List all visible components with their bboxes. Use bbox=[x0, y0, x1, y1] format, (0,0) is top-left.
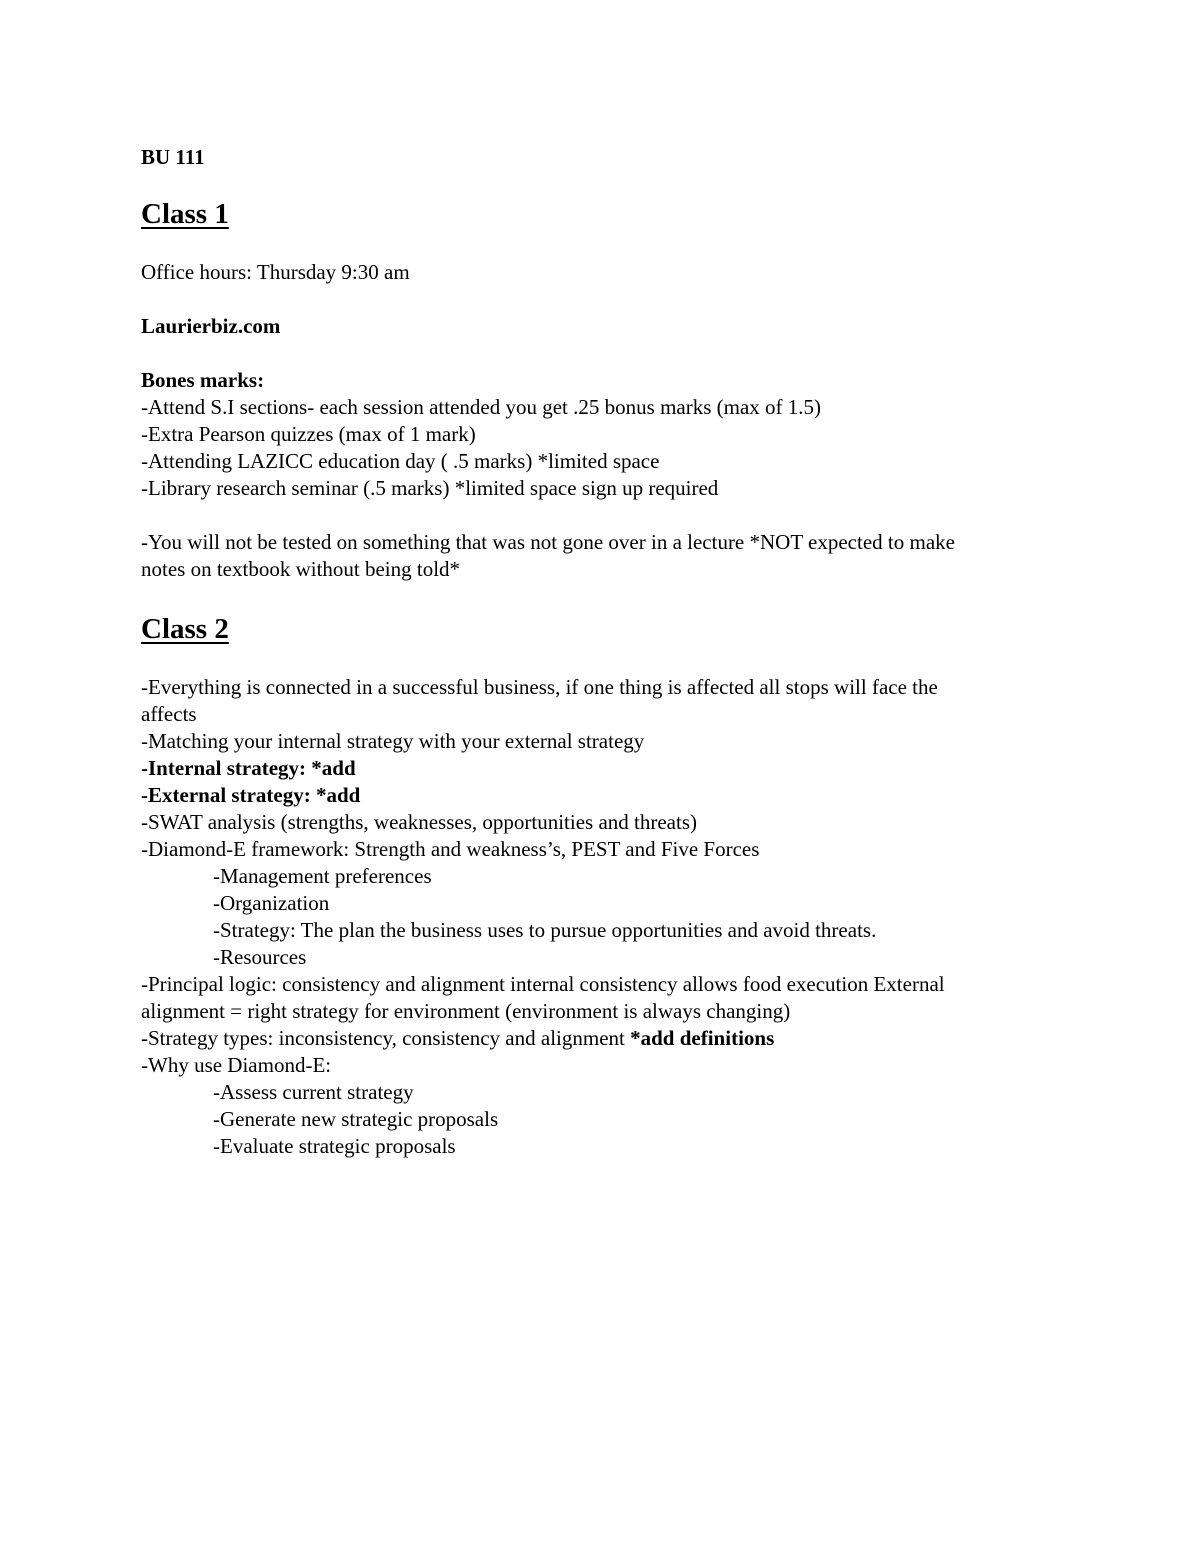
strategy-types-line bbox=[141, 1025, 774, 1052]
test-note-line2: notes on textbook without being told* bbox=[141, 557, 461, 581]
diamond-subitem: -Strategy: The plan the business uses to pursue opportunities and avoid threats. bbox=[213, 918, 877, 942]
external-strategy-line: -External strategy: *add bbox=[141, 783, 361, 807]
test-note-line1: -You will not be tested on something that was not gone over in a lecture *NOT expected to make bbox=[141, 530, 955, 554]
why-subitem: -Evaluate strategic proposals bbox=[213, 1134, 456, 1158]
class2-heading: Class 2 bbox=[141, 613, 229, 645]
diamond-line: -Diamond-E framework: Strength and weakness’s, PEST and Five Forces bbox=[141, 837, 760, 861]
office-hours: Office hours: Thursday 9:30 am bbox=[141, 260, 410, 284]
diamond-subitem: -Organization bbox=[213, 891, 330, 915]
bonus-item: -Attend S.I sections- each session attended you get .25 bonus marks (max of 1.5) bbox=[141, 395, 822, 419]
why-diamond-line: -Why use Diamond-E: bbox=[141, 1053, 332, 1077]
everything-line2: affects bbox=[141, 702, 197, 726]
swat-line: -SWAT analysis (strengths, weaknesses, opportunities and threats) bbox=[141, 810, 698, 834]
bonus-item: -Attending LAZICC education day ( .5 marks) *limited space bbox=[141, 449, 660, 473]
principal-line2: alignment = right strategy for environment (environment is always changing) bbox=[141, 999, 791, 1023]
bonus-heading: Bones marks: bbox=[141, 368, 265, 392]
website-text: Laurierbiz.com bbox=[141, 314, 281, 338]
diamond-subitem: -Resources bbox=[213, 945, 307, 969]
principal-line1: -Principal logic: consistency and alignment internal consistency allows food execution External bbox=[141, 972, 945, 996]
bonus-item: -Extra Pearson quizzes (max of 1 mark) bbox=[141, 422, 476, 446]
add-definitions-note: *add definitions bbox=[630, 1026, 775, 1050]
why-subitem: -Generate new strategic proposals bbox=[213, 1107, 499, 1131]
internal-strategy-line: -Internal strategy: *add bbox=[141, 756, 356, 780]
everything-line1: -Everything is connected in a successful business, if one thing is affected all stops will face the bbox=[141, 675, 938, 699]
strategy-types-text: -Strategy types: inconsistency, consistency and alignment bbox=[141, 1026, 631, 1050]
course-code: BU 111 bbox=[141, 145, 205, 169]
diamond-subitem: -Management preferences bbox=[213, 864, 432, 888]
matching-line: -Matching your internal strategy with your external strategy bbox=[141, 729, 645, 753]
why-subitem: -Assess current strategy bbox=[213, 1080, 414, 1104]
class1-heading: Class 1 bbox=[141, 198, 229, 230]
bonus-item: -Library research seminar (.5 marks) *limited space sign up required bbox=[141, 476, 719, 500]
